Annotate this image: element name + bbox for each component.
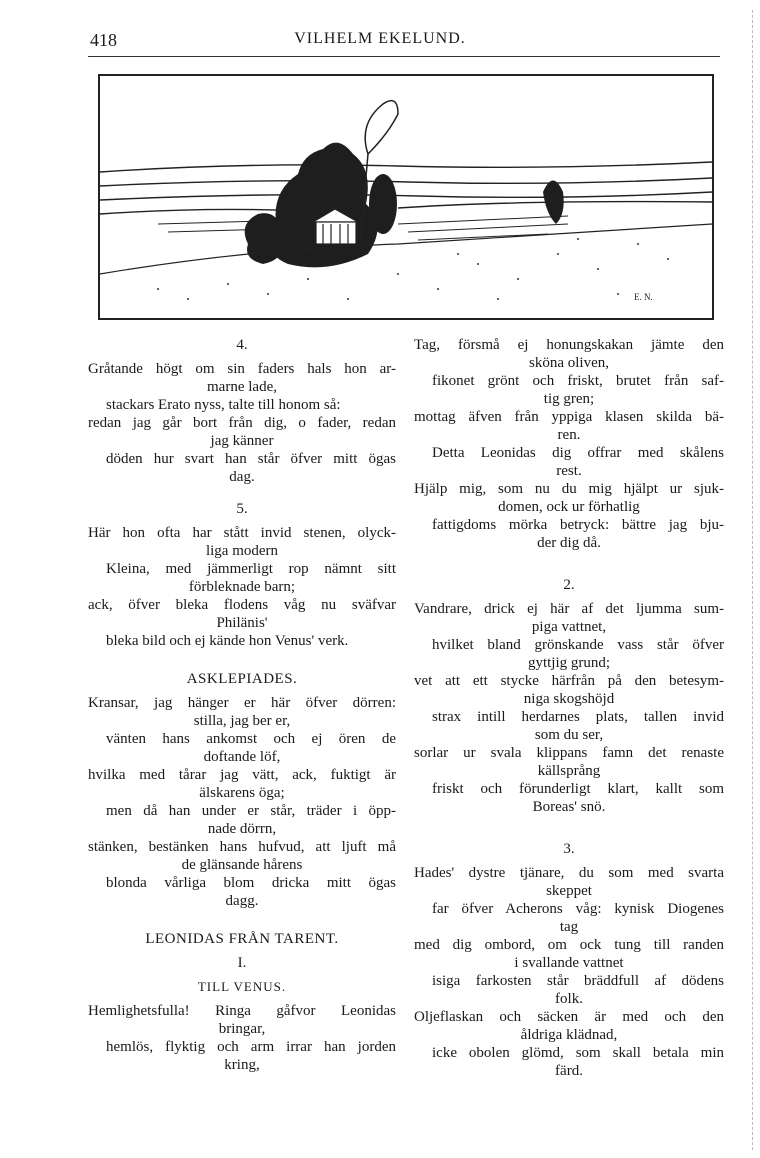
verse-line-continuation: älskarens öga; [199,785,285,801]
verse-line-continuation: skeppet [546,883,592,899]
header-rule [88,56,720,57]
illustration-signature: E. N. [634,292,653,302]
section-title: ASKLEPIADES. [186,671,298,687]
verse-line: Hades' dystre tjänare, du som med svarta [414,865,724,881]
verse-line: Gråtande högt om sin faders hals hon ar- [88,361,396,377]
verse-line-continuation: kring, [224,1057,260,1073]
left-column [88,336,396,1074]
verse-line-continuation: der dig då. [537,535,601,551]
verse-line: Här hon ofta har stått invid stenen, olyck- [88,525,396,541]
verse-line: friskt och förunderligt klart, kallt som [432,781,724,797]
poem-number: I. [237,955,247,971]
verse-line: vänten hans ankomst och ej ören de [106,731,396,747]
verse-line: fikonet grönt och friskt, brutet från saf- [432,373,724,389]
verse-line-continuation: sköna oliven, [529,355,609,371]
poem-number: 3. [563,841,575,857]
poem-4 [88,360,396,486]
verse-line: Hemlighetsfulla! Ringa gåfvor Leonidas [88,1003,396,1019]
verse-line-continuation: piga vattnet, [531,619,607,635]
page-edge-line [752,10,753,1150]
verse-line: strax intill herdarnes plats, tallen invid [432,709,724,725]
verse-line: fattigdoms mörka betryck: bättre jag bju- [432,517,724,533]
verse-line-continuation: som du ser, [534,727,604,743]
section-title: LEONIDAS FRÅN TARENT. [145,931,339,947]
verse-line-continuation: källsprång [537,763,601,779]
verse-line-continuation: Boreas' snö. [532,799,606,815]
verse-line: icke obolen glömd, som skall betala min [432,1045,724,1061]
verse-line: stackars Erato nyss, talte till honom så: [106,397,341,413]
verse-line: hemlös, flyktig och arm irrar han jorden [106,1039,396,1055]
verse-line-continuation: dag. [229,469,255,485]
verse-line-continuation: tag [559,919,579,935]
verse-line: isiga farkosten står bräddfull af dödens [432,973,724,989]
page-number: 418 [90,30,117,50]
verse-line-continuation: färd. [555,1063,583,1079]
verse-line: stänken, bestänken hans hufvud, att ljuft må [88,839,396,855]
verse-line-continuation: bringar, [218,1021,266,1037]
verse-line-continuation: nade dörrn, [207,821,277,837]
verse-line: redan jag går bort från dig, o fader, redan [88,415,396,431]
verse-line-continuation: doftande löf, [203,749,281,765]
verse-line: mottag äfven från yppiga klasen skilda bä- [414,409,724,425]
leonidas-poem-3 [414,864,724,1080]
poem-number: 4. [236,337,248,353]
verse-line: hvilka med tårar jag vätt, ack, fuktigt är [88,767,396,783]
verse-line-continuation: tig gren; [543,391,595,407]
verse-line-continuation: jag känner [210,433,274,449]
asklepiades-poem [88,694,396,910]
poem-number: 2. [563,577,575,593]
leonidas-poem-1 [88,1002,396,1074]
verse-line-continuation: dagg. [225,893,259,909]
verse-line: men då han under er står, träder i öpp- [106,803,396,819]
verse-line: döden hur svart han står öfver mitt ögas [106,451,396,467]
verse-line: Tag, försmå ej honungskakan jämte den [414,337,724,353]
verse-line-continuation: niga skogshöjd [523,691,615,707]
verse-line-continuation: gyttjig grund; [527,655,611,671]
verse-line: Detta Leonidas dig offrar med skålens [432,445,724,461]
verse-line-continuation: domen, ock ur förhatlig [498,499,640,515]
landscape-illustration [98,74,714,320]
verse-line: Kransar, jag hänger er här öfver dörren: [88,695,396,711]
verse-line-continuation: de glänsande hårens [181,857,303,873]
verse-line: blonda vårliga blom dricka mitt ögas [106,875,396,891]
verse-line-continuation: förbleknade barn; [188,579,296,595]
verse-line-continuation: ren. [557,427,581,443]
landscape-illustration-icon [98,74,714,320]
verse-line: med dig ombord, om ock tung till randen [414,937,724,953]
verse-line: Hjälp mig, som nu du mig hjälpt ur sjuk- [414,481,724,497]
verse-line-continuation: folk. [555,991,583,1007]
running-title: VILHELM EKELUND. [294,30,466,47]
verse-line-continuation: marne lade, [207,379,277,395]
leonidas-poem-1-continued [414,336,724,552]
right-column [414,336,724,1080]
poem-5 [88,524,396,650]
verse-line-continuation: liga modern [205,543,279,559]
poem-subtitle: TILL VENUS. [197,979,287,994]
verse-line: vet att ett stycke härfrån på den betesym- [414,673,724,689]
verse-line: sorlar ur svala klippans famn det renaste [414,745,724,761]
verse-line-continuation: stilla, jag ber er, [193,713,291,729]
leonidas-poem-2 [414,600,724,816]
verse-line-continuation: Philänis' [216,615,268,631]
poem-number: 5. [236,501,248,517]
verse-line: bleka bild och ej kände hon Venus' verk. [106,633,349,649]
verse-line: hvilket bland grönskande vass står öfver [432,637,724,653]
verse-line-continuation: rest. [556,463,582,479]
verse-line: Vandrare, drick ej här af det ljumma sum- [414,601,724,617]
verse-line-continuation: åldriga klädnad, [520,1027,618,1043]
verse-line: Oljeflaskan och säcken är med och den [414,1009,724,1025]
verse-line: ack, öfver bleka flodens våg nu sväfvar [88,597,396,613]
verse-line-continuation: i svallande vattnet [514,955,624,971]
verse-line: Kleina, med jämmerligt rop nämnt sitt [106,561,396,577]
verse-line: far öfver Acherons våg: kynisk Diogenes [432,901,724,917]
